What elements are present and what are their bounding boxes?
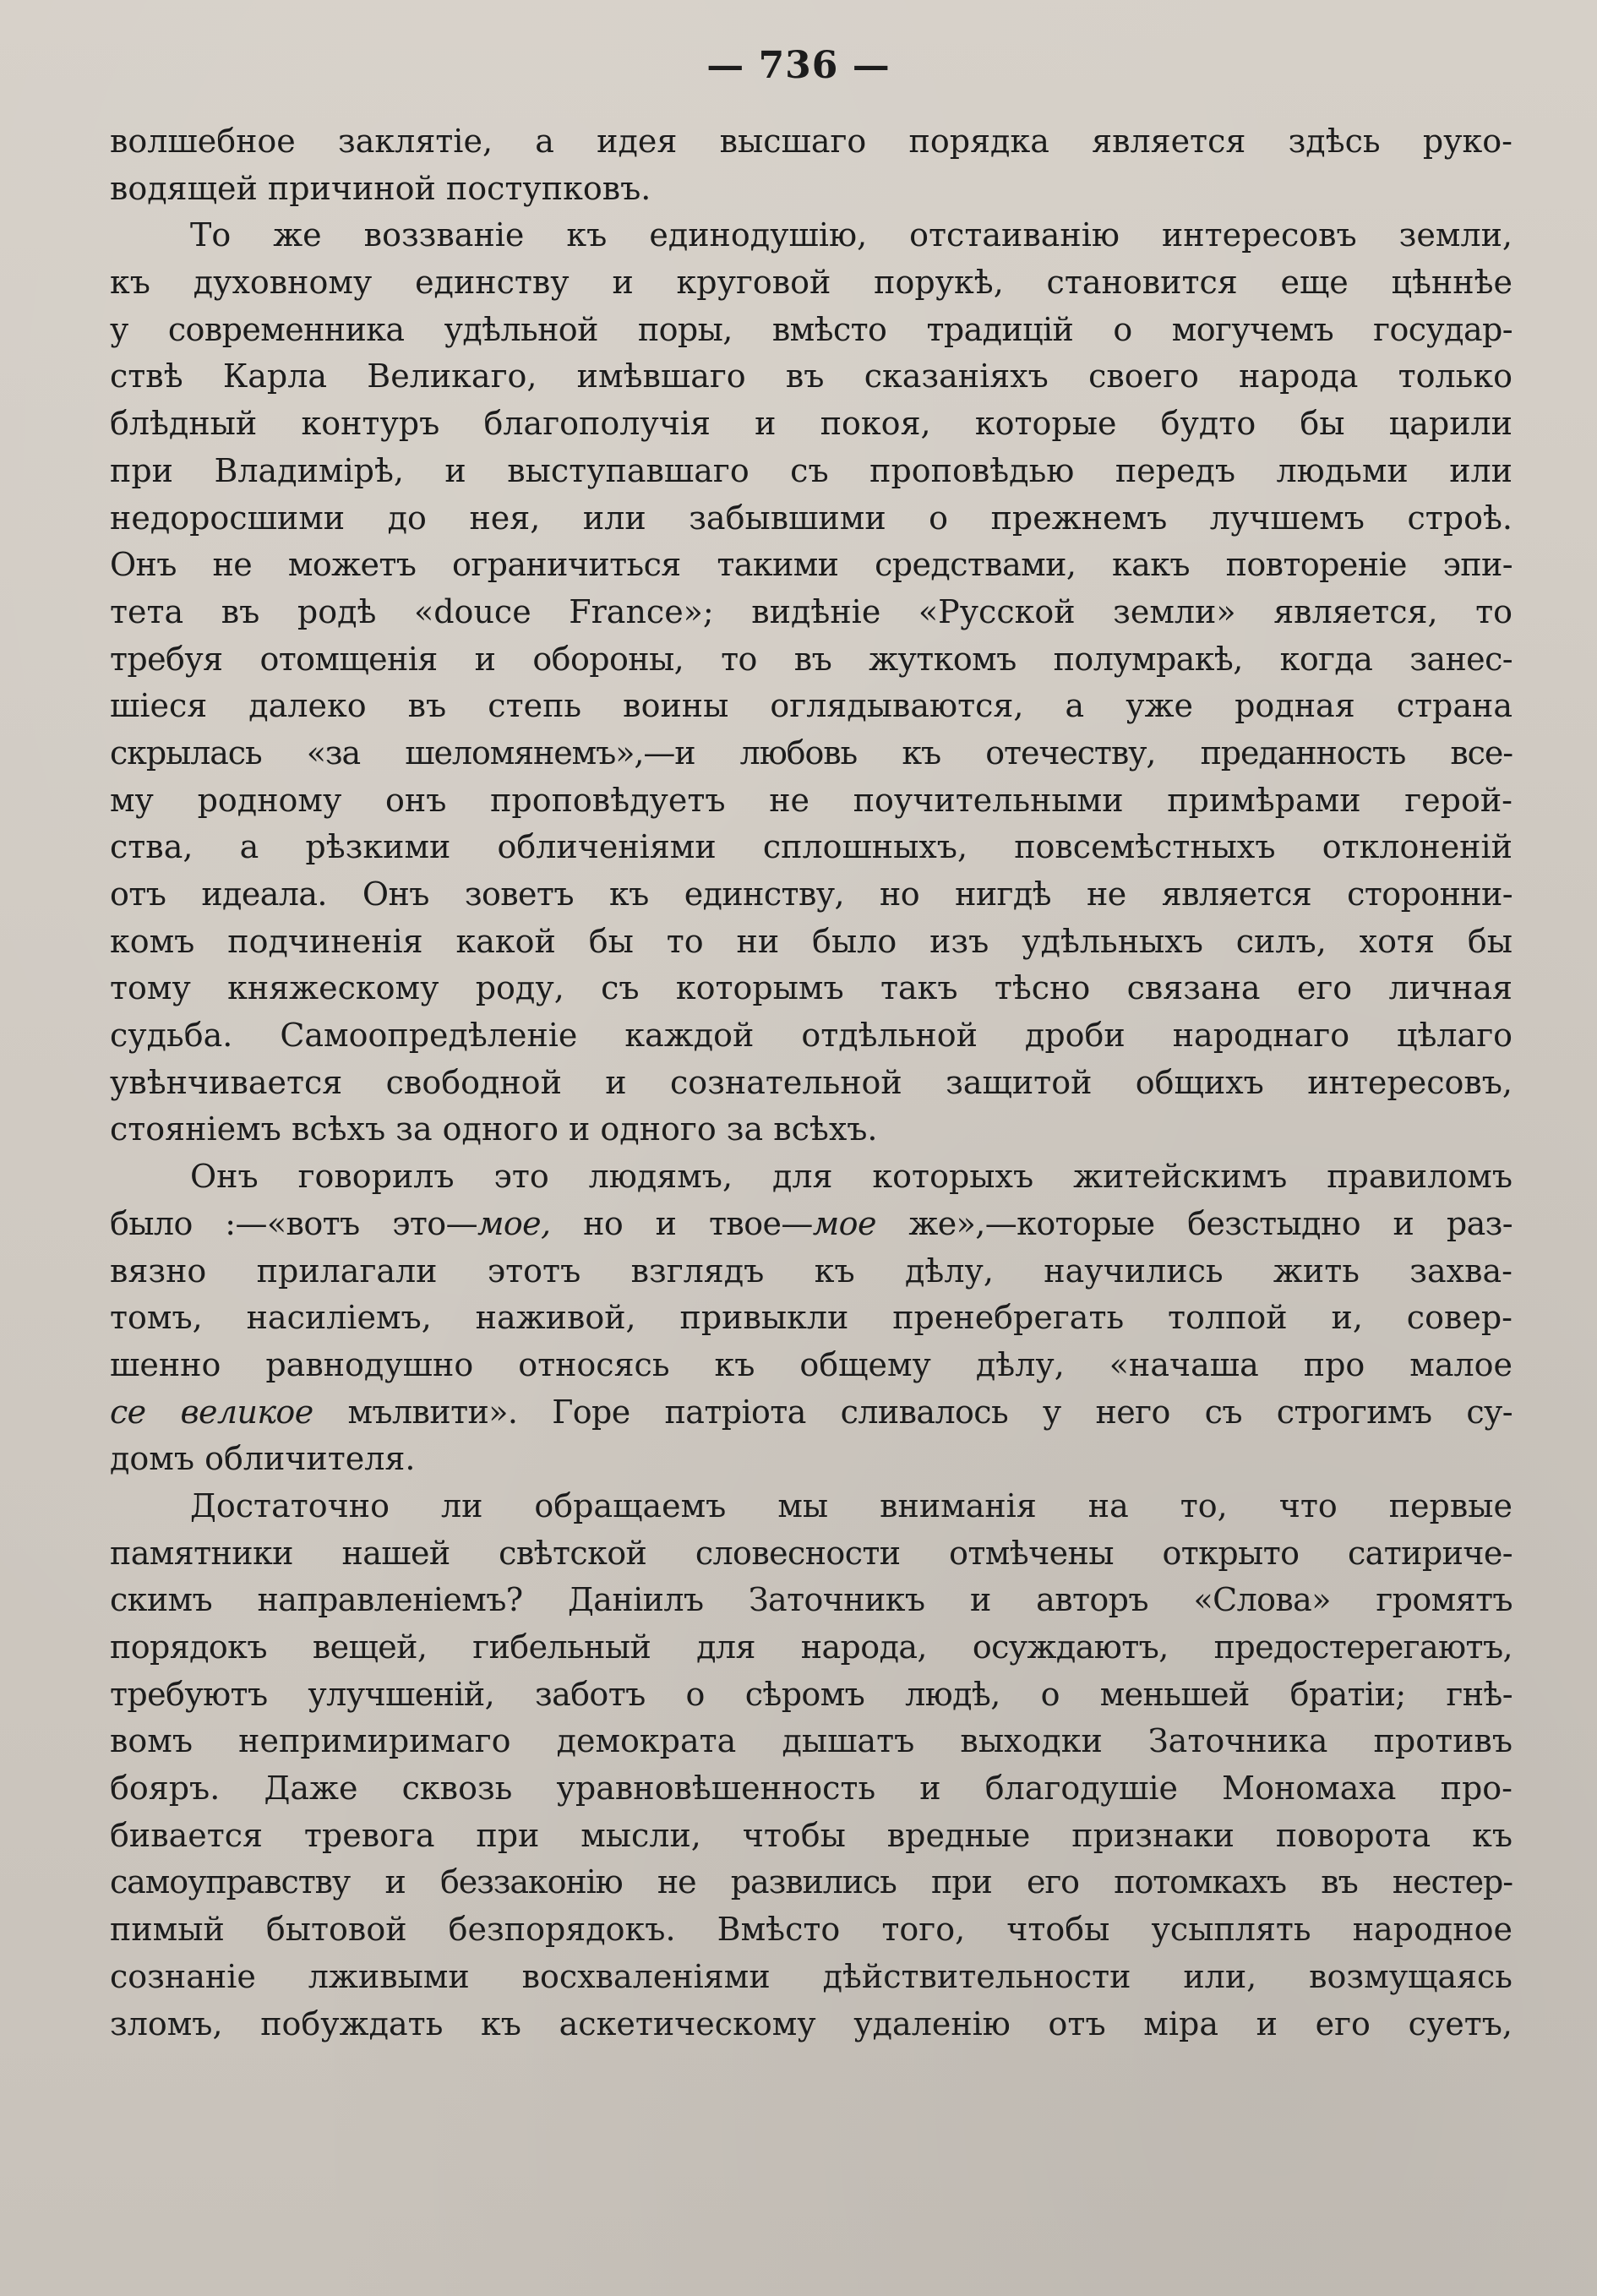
body-text [110,118,1513,2048]
italic-word: мое [812,1204,876,1242]
text-line: порядокъ вещей, гибельный для народа, осуждаютъ, предостерегаютъ, [110,1628,1513,1666]
text-line: памятники нашей свѣтской словесности отмѣчены открыто сатириче- [110,1534,1513,1572]
text-line: отъ идеала. Онъ зоветъ къ единству, но нигдѣ не является сторонни- [110,875,1513,913]
text-line: увѣнчивается свободной и сознательной защитой общихъ интересовъ, [110,1063,1513,1101]
paragraph-start-line: Достаточно ли обращаемъ мы вниманія на то, что первые [190,1486,1513,1524]
text-line: вязно прилагали этотъ взглядъ къ дѣлу, научились жить захва- [110,1252,1513,1290]
text-run: было :—«вотъ это— [110,1204,477,1242]
text-line: блѣдный контуръ благополучія и покоя, которые будто бы царили [110,405,1513,443]
text-line: ства, а рѣзкими обличеніями сплошныхъ, повсемѣстныхъ отклоненій [110,828,1513,866]
text-line: бивается тревога при мысли, чтобы вредные признаки поворота къ [110,1816,1513,1854]
text-line: домъ обличителя. [110,1440,416,1478]
text-line: скимъ направленіемъ? Даніилъ Заточникъ и авторъ «Слова» громятъ [110,1581,1513,1619]
text-line: шенно равнодушно относясь къ общему дѣлу, «начаша про малое [110,1345,1513,1383]
text-line: шіеся далеко въ степь воины оглядываются, а уже родная страна [110,687,1513,725]
text-line: Онъ не можетъ ограничиться такими средствами, какъ повтореніе эпи- [110,546,1513,584]
text-line: недоросшими до нея, или забывшими о прежнемъ лучшемъ строѣ. [110,499,1513,537]
text-line: зломъ, побуждать къ аскетическому удаленію отъ міра и его суетъ, [110,2004,1513,2042]
italic-word: мое, [477,1204,551,1242]
text-line: ствѣ Карла Великаго, имѣвшаго въ сказаніяхъ своего народа только [110,357,1513,395]
text-line: тому княжескому роду, съ которымъ такъ тѣсно связана его личная [110,969,1513,1007]
page-number: — 736 — [706,44,891,87]
text-run: же»,—которые безстыдно и раз- [875,1204,1513,1242]
text-line: къ духовному единству и круговой порукѣ, становится еще цѣннѣе [110,264,1513,302]
text-line: требуютъ улучшеній, заботъ о сѣромъ людѣ, о меньшей братіи; гнѣ- [110,1675,1513,1713]
text-run: но и твое— [550,1204,813,1242]
text-line: му родному онъ проповѣдуетъ не поучительными примѣрами герой- [110,781,1513,819]
text-line: бояръ. Даже сквозь уравновѣшенность и благодушіе Мономаха про- [110,1770,1513,1808]
paragraph-start-line: То же воззваніе къ единодушію, отстаиванію интересовъ земли, [190,216,1513,254]
text-line: водящей причиной поступковъ. [110,169,651,207]
text-line: томъ, насиліемъ, наживой, привыкли пренебрегать толпой и, совер- [110,1299,1513,1337]
text-run: мълвити». Горе патріота сливалось у него съ строгимъ су- [313,1393,1513,1431]
text-line: самоуправству и беззаконію не развились при его потомкахъ въ нестер- [110,1863,1513,1901]
text-line: волшебное заклятіе, а идея высшаго порядка является здѣсь руко- [110,123,1513,160]
text-line: при Владимірѣ, и выступавшаго съ проповѣдью передъ людьми или [110,451,1513,489]
italic-phrase: се великое [110,1393,313,1431]
text-line: комъ подчиненія какой бы то ни было изъ удѣльныхъ силъ, хотя бы [110,922,1513,960]
text-line: тета въ родѣ «douce France»; видѣніе «Русской земли» является, то [110,592,1513,630]
paragraph-start-line: Онъ говорилъ это людямъ, для которыхъ житейскимъ правиломъ [190,1158,1513,1196]
text-line: вомъ непримиримаго демократа дышатъ выходки Заточника противъ [110,1722,1513,1760]
text-line: судьба. Самоопредѣленіе каждой отдѣльной дроби народнаго цѣлаго [110,1017,1513,1055]
text-line: требуя отомщенія и обороны, то въ жуткомъ полумракѣ, когда занес- [110,640,1513,678]
text-line: сознаніе лживыми восхваленіями дѣйствительности или, возмущаясь [110,1957,1513,1995]
text-line [110,1389,1513,1437]
text-line: стояніемъ всѣхъ за одного и одного за всѣхъ. [110,1110,878,1148]
text-line: скрылась «за шеломянемъ»,—и любовь къ отечеству, преданность все- [110,734,1513,772]
text-line: у современника удѣльной поры, вмѣсто традицій о могучемъ государ- [110,310,1513,348]
text-line: пимый бытовой безпорядокъ. Вмѣсто того, чтобы усыплять народное [110,1911,1513,1949]
text-line [110,1201,1513,1248]
